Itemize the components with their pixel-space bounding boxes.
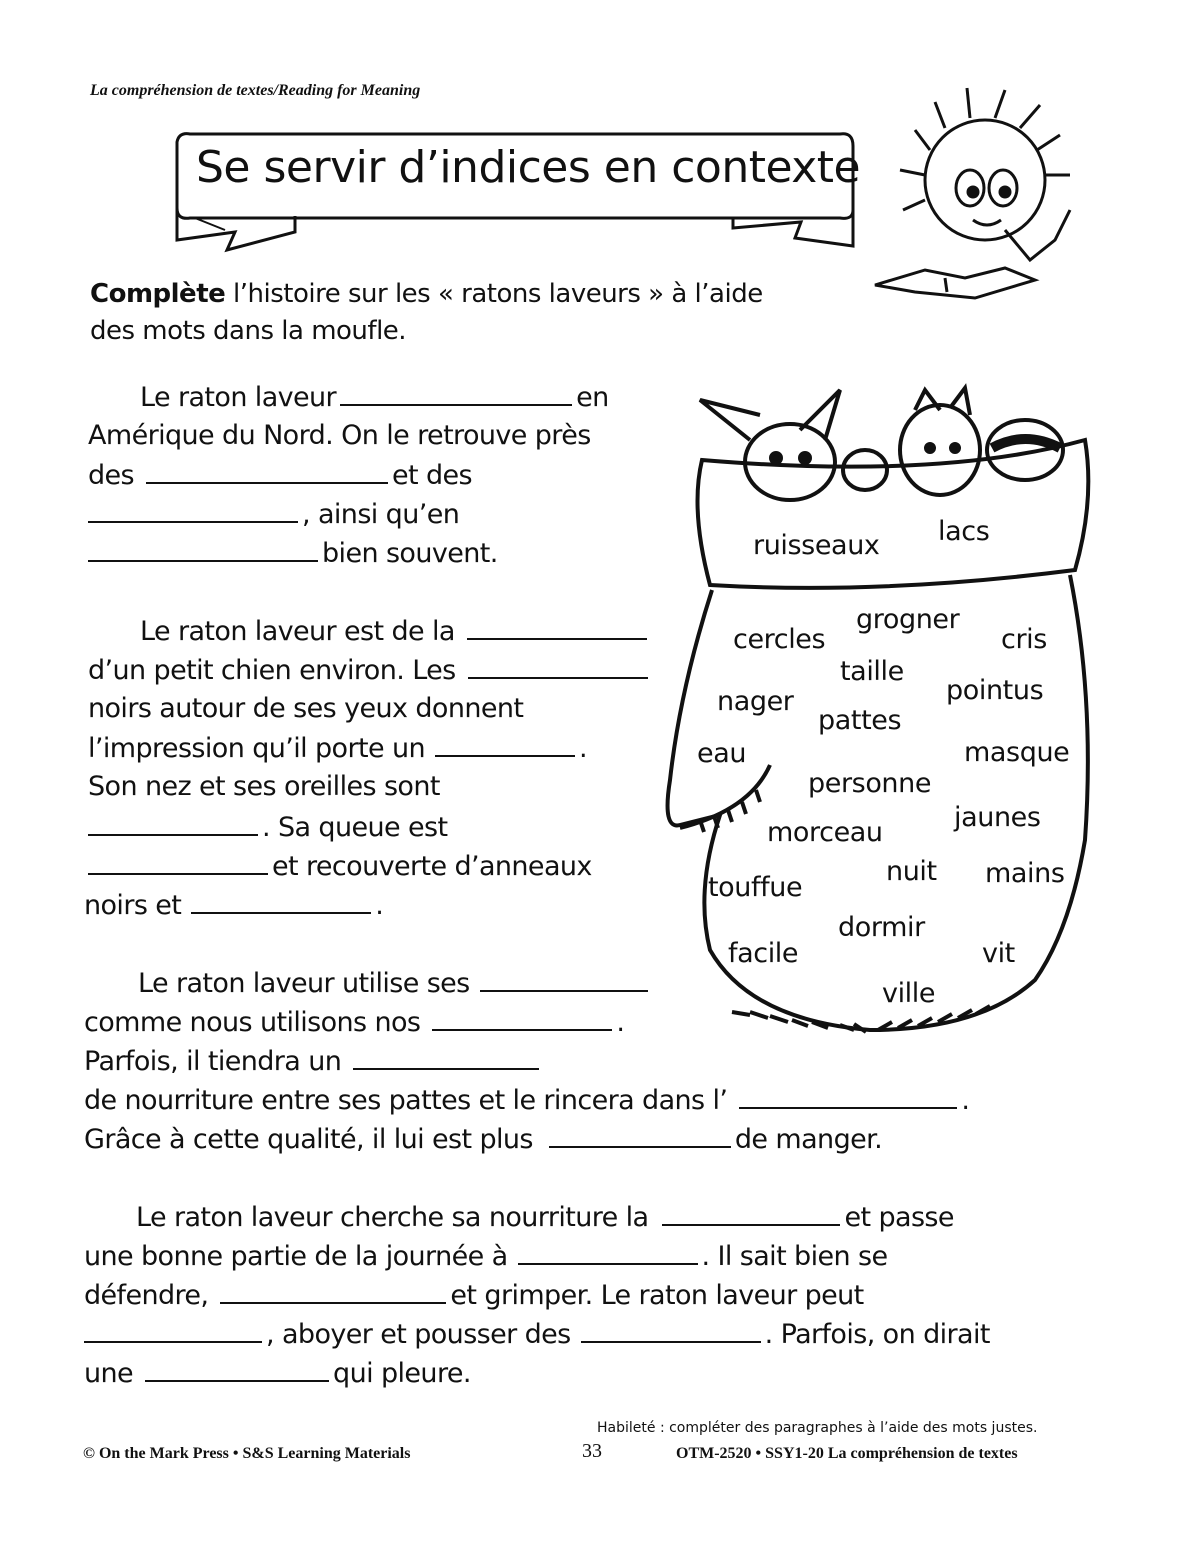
p2-line2: d’un petit chien environ. Les	[88, 653, 652, 688]
p2-line6: . Sa queue est	[88, 810, 447, 845]
p1-line5: bien souvent.	[88, 536, 498, 571]
p1-line2: Amérique du Nord. On le retrouve près	[88, 420, 591, 451]
word-bank-item: cercles	[733, 624, 826, 655]
p4-line2: une bonne partie de la journée à . Il sait bien se	[84, 1241, 888, 1272]
word-bank-item: nuit	[886, 856, 937, 887]
answer-blank[interactable]	[88, 810, 258, 836]
answer-blank[interactable]	[353, 1044, 539, 1070]
word-bank-item: morceau	[767, 817, 883, 848]
p4-line4: , aboyer et pousser des . Parfois, on dirait	[84, 1317, 990, 1352]
p2-line8: noirs et .	[84, 890, 384, 921]
answer-blank[interactable]	[468, 653, 648, 679]
word-bank-item: eau	[697, 738, 747, 769]
page-number: 33	[582, 1440, 602, 1462]
series-header: La compréhension de textes/Reading for Meaning	[90, 82, 421, 99]
answer-blank[interactable]	[467, 614, 647, 640]
answer-blank[interactable]	[191, 888, 371, 914]
word-bank-item: pointus	[946, 675, 1044, 706]
p3-line1: Le raton laveur utilise ses	[138, 966, 652, 1001]
word-bank-item: grogner	[856, 604, 960, 635]
p2-line1: Le raton laveur est de la	[140, 614, 651, 649]
answer-blank[interactable]	[581, 1317, 761, 1343]
p2-line4: l’impression qu’il porte un .	[88, 733, 587, 764]
answer-blank[interactable]	[146, 458, 388, 484]
answer-blank[interactable]	[88, 536, 318, 562]
answer-blank[interactable]	[518, 1239, 698, 1265]
p3-line5: Grâce à cette qualité, il lui est plus de manger.	[84, 1124, 883, 1155]
p3-line4: de nourriture entre ses pattes et le rincera dans l’ .	[84, 1085, 970, 1116]
word-bank-item: ville	[882, 978, 936, 1009]
word-bank-item: pattes	[818, 705, 902, 736]
page-title: Se servir d’indices en contexte	[196, 142, 861, 193]
answer-blank[interactable]	[662, 1200, 840, 1226]
answer-blank[interactable]	[340, 380, 572, 406]
boy-reading-illustration	[855, 80, 1115, 310]
p2-line3: noirs autour de ses yeux donnent	[88, 693, 524, 724]
word-bank-item: masque	[964, 737, 1070, 768]
p1-line4: , ainsi qu’en	[88, 497, 459, 532]
word-bank-item: nager	[717, 686, 794, 717]
word-bank-item: personne	[808, 768, 932, 799]
instructions-text-line2: des mots dans la moufle.	[90, 316, 407, 346]
instructions	[90, 276, 850, 350]
answer-blank[interactable]	[549, 1122, 731, 1148]
copyright: © On the Mark Press • S&S Learning Materials	[83, 1445, 411, 1462]
answer-blank[interactable]	[145, 1356, 329, 1382]
word-bank-item: dormir	[838, 912, 925, 943]
answer-blank[interactable]	[88, 849, 268, 875]
word-bank-item: vit	[982, 938, 1015, 969]
answer-blank[interactable]	[84, 1317, 262, 1343]
instructions-text: l’histoire sur les « ratons laveurs » à l’aide	[225, 279, 763, 309]
p1-line1: Le raton laveur en	[140, 382, 609, 413]
p4-line1: Le raton laveur cherche sa nourriture la et passe	[136, 1202, 954, 1233]
word-bank-item: ruisseaux	[753, 530, 880, 561]
word-bank-item: taille	[840, 656, 904, 687]
answer-blank[interactable]	[432, 1005, 612, 1031]
skill-note: Habileté : compléter des paragraphes à l’aide des mots justes.	[597, 1420, 1038, 1436]
p1-line3: des et des	[88, 460, 473, 491]
p3-line2: comme nous utilisons nos .	[84, 1007, 625, 1038]
p4-line3: défendre, et grimper. Le raton laveur peut	[84, 1280, 864, 1311]
p4-line5: une qui pleure.	[84, 1358, 471, 1389]
word-bank-item: jaunes	[954, 802, 1041, 833]
answer-blank[interactable]	[220, 1278, 446, 1304]
answer-blank[interactable]	[739, 1083, 957, 1109]
word-bank-item: touffue	[708, 872, 803, 903]
word-bank-item: facile	[728, 938, 799, 969]
word-bank-item: mains	[985, 858, 1065, 889]
p3-line3: Parfois, il tiendra un	[84, 1044, 543, 1079]
p2-line5: Son nez et ses oreilles sont	[88, 771, 440, 802]
answer-blank[interactable]	[480, 966, 648, 992]
p2-line7: et recouverte d’anneaux	[88, 849, 592, 884]
answer-blank[interactable]	[88, 497, 298, 523]
word-bank-item: lacs	[938, 516, 990, 547]
answer-blank[interactable]	[435, 731, 575, 757]
word-bank-item: cris	[1001, 624, 1047, 655]
product-code: OTM-2520 • SSY1-20 La compréhension de textes	[676, 1445, 1018, 1462]
instructions-verb: Complète	[90, 279, 226, 309]
